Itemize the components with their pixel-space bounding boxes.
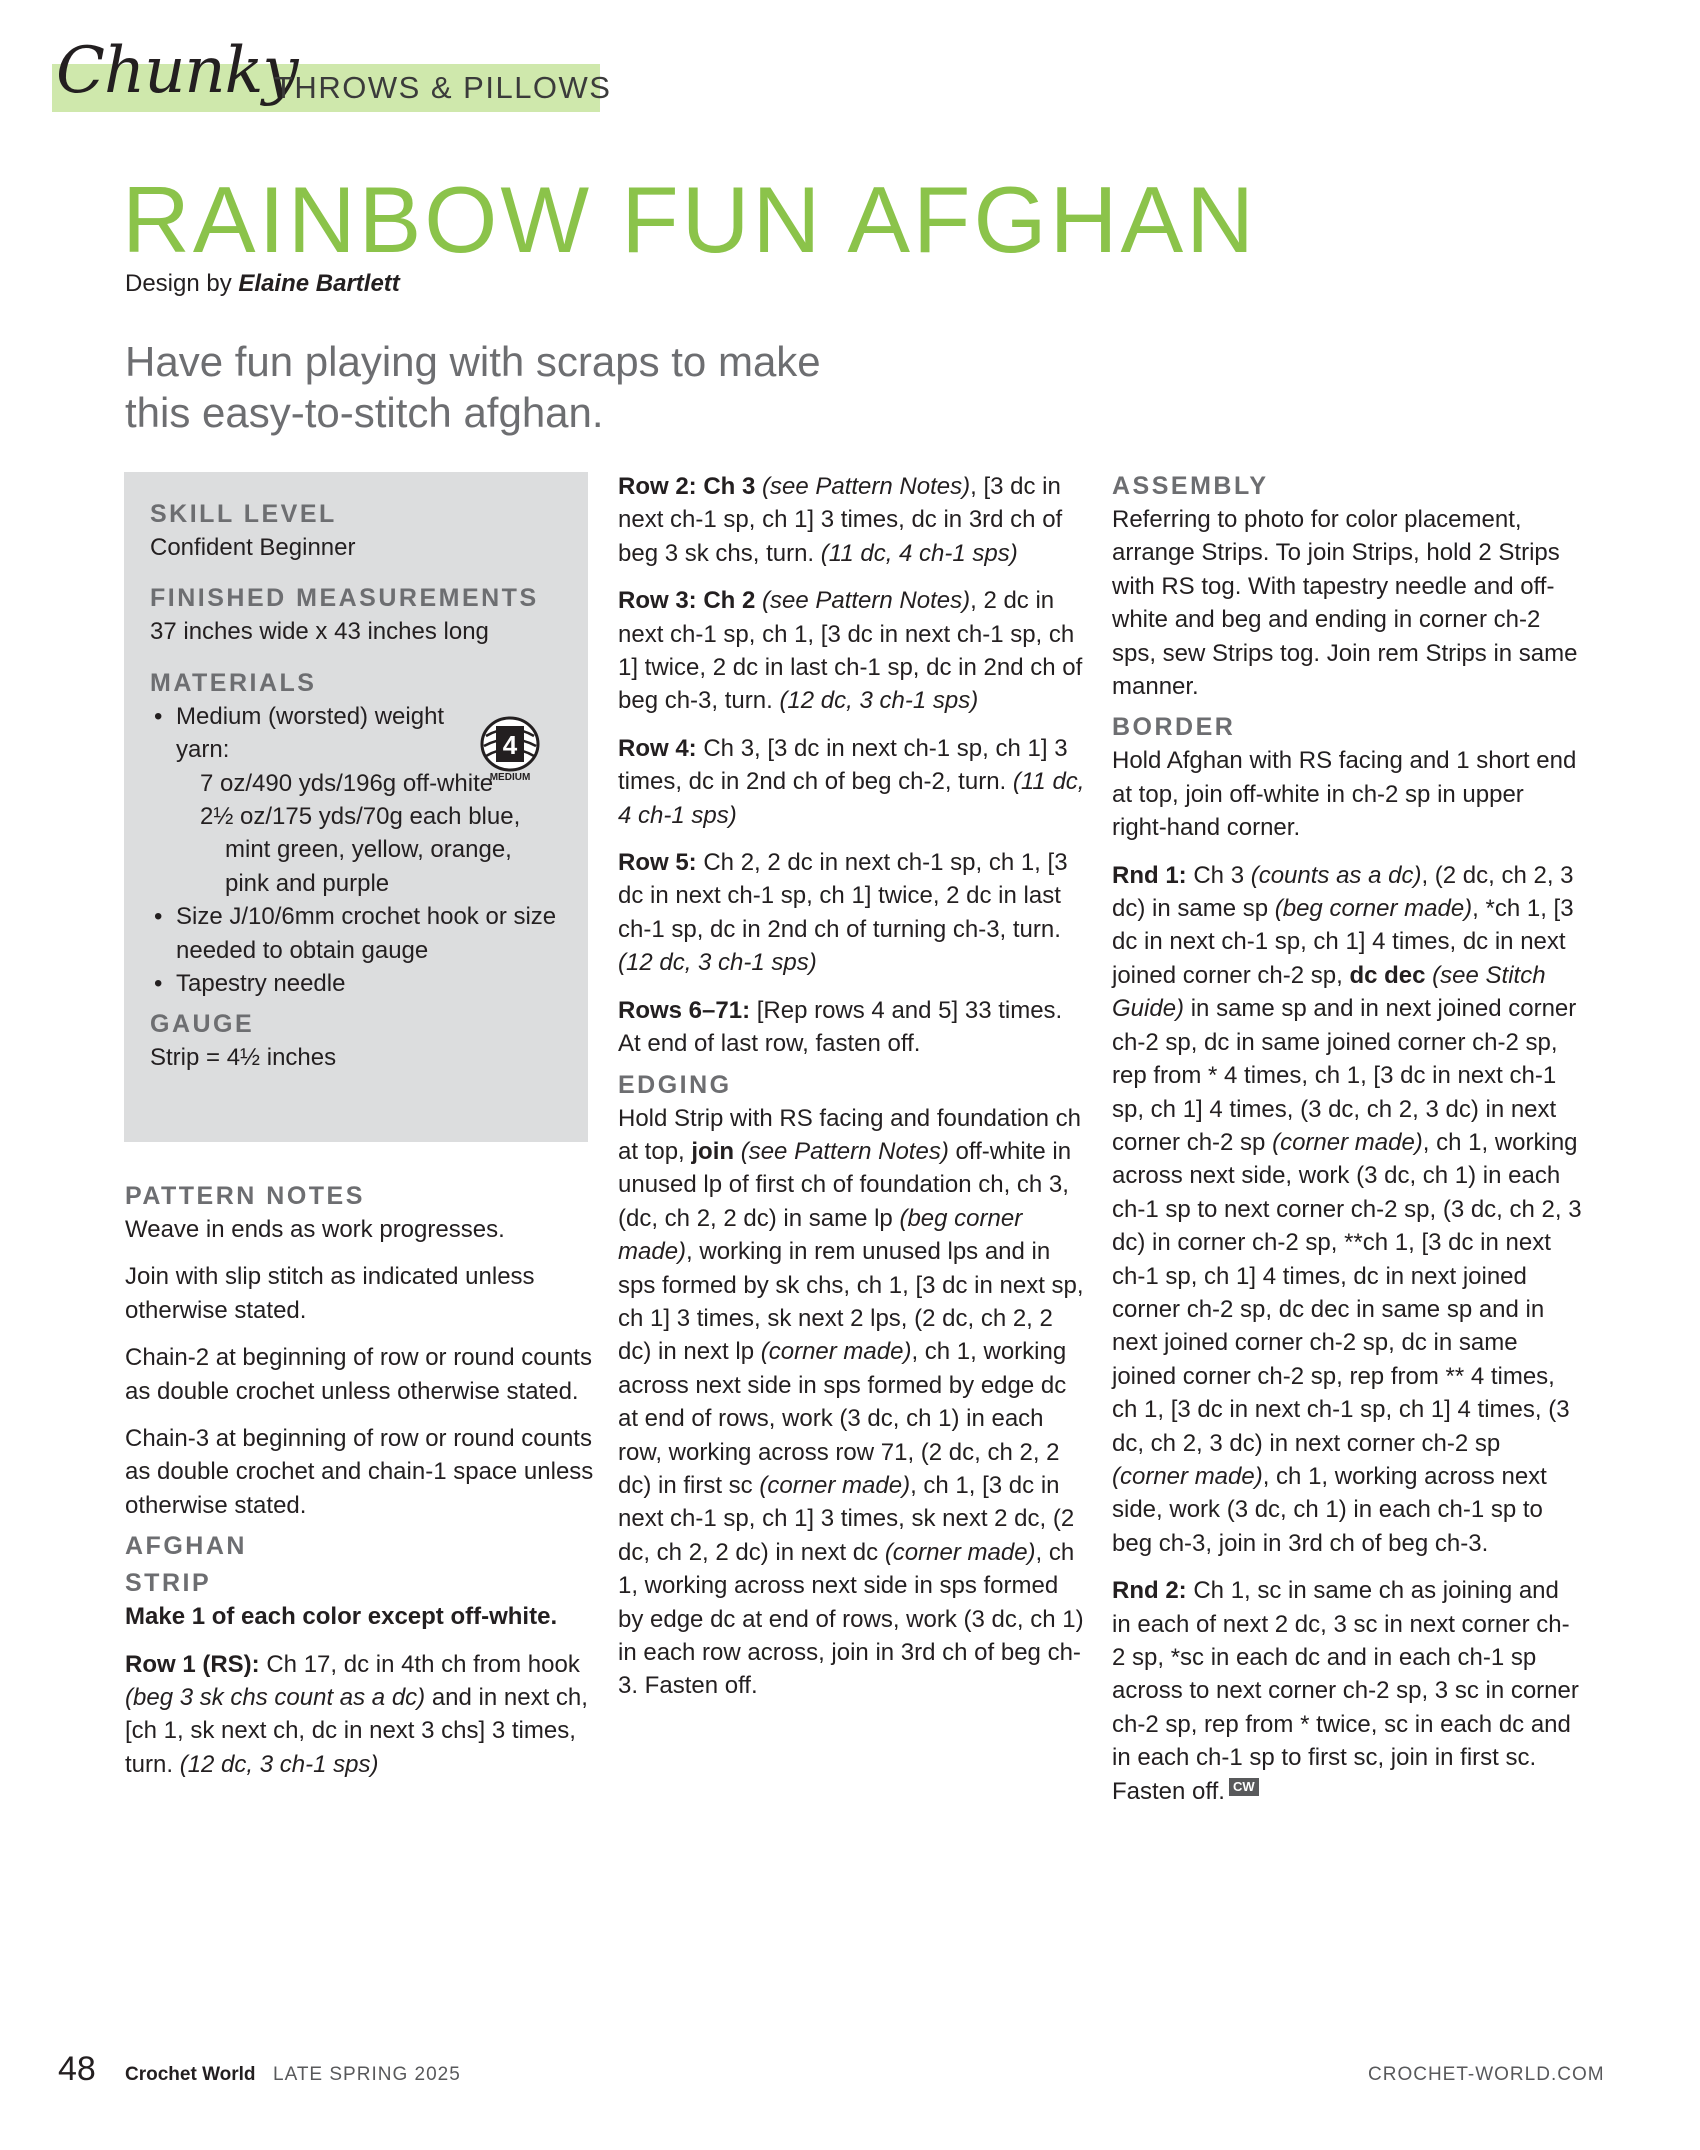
info-sidebar-content: SKILL LEVEL Confident Beginner FINISHED MEASUREMENTS 37 inches wide x 43 inches long MATERIALS • Medium (worsted) weight yarn: 7 oz/490 yds/196g off-white 2½ oz/175 yds/70g each blue, mint green, yellow, orange, pink and purple • Size J/10/6mm crochet hook or size needed to obtain gauge • Tapestry needle GAUGE Strip = 4½ inches (150, 498, 570, 1093)
gauge-heading: GAUGE (150, 1010, 255, 1039)
yarn-weight-label: MEDIUM (489, 772, 531, 783)
pattern-note: Join with slip stitch as indicated unless otherwise stated. (125, 1263, 535, 1324)
materials-heading: MATERIALS (150, 668, 317, 697)
rows-6-71-instruction: Rows 6–71: [Rep rows 4 and 5] 33 times. At end of last row, fasten off. (618, 996, 1063, 1058)
yarn-weight-medium-icon (478, 714, 542, 786)
section-label: THROWS & PILLOWS (274, 70, 612, 105)
gauge-value: Strip = 4½ inches (150, 1044, 337, 1072)
column-1 (125, 1180, 595, 1795)
finished-measurements-value: 37 inches wide x 43 inches long (150, 618, 489, 646)
pattern-note: Chain-3 at beginning of row or round counts as double crochet and chain-1 space unless otherwise stated. (125, 1425, 594, 1519)
border-heading: BORDER (1112, 713, 1236, 742)
assembly-heading: ASSEMBLY (1112, 472, 1269, 500)
column-2 (618, 470, 1088, 1717)
section-script-label: Chunky (56, 34, 298, 108)
page-number: 48 (58, 2050, 96, 2088)
row-2-instruction: Row 2: Ch 3 (see Pattern Notes), [3 dc in next ch-1 sp, ch 1] 3 times, dc in 3rd ch of beg 3 sk chs, turn. (11 dc, 4 ch-1 sps) (618, 473, 1063, 567)
column-3 (1112, 470, 1582, 1822)
row-4-instruction: Row 4: Ch 3, [3 dc in next ch-1 sp, ch 1] 3 times, dc in 2nd ch of beg ch-2, turn. (11 dc, 4 ch-1 sps) (618, 734, 1085, 829)
edging-heading: EDGING (618, 1070, 732, 1099)
designer-name: Elaine Bartlett (238, 270, 400, 297)
finished-measurements-heading: FINISHED MEASUREMENTS (150, 584, 539, 613)
strip-instruction: Make 1 of each color except off-white. (125, 1603, 558, 1631)
pattern-note: Weave in ends as work progresses. (125, 1216, 505, 1243)
skill-level-value: Confident Beginner (150, 534, 356, 561)
pattern-notes-heading: PATTERN NOTES (125, 1182, 365, 1210)
intro-text: Have fun playing with scraps to make this easy-to-stitch afghan. (125, 338, 821, 436)
row-1-instruction: Row 1 (RS): Ch 17, dc in 4th ch from hook (beg 3 sk chs count as a dc) and in next ch, [ch 1, sk next ch, dc in next 3 chs] 3 times, turn. (12 dc, 3 ch-1 sps) (125, 1650, 588, 1778)
border-instruction: Hold Afghan with RS facing and 1 short end at top, join off-white in ch-2 sp in upper right-hand corner. (1112, 747, 1577, 842)
yarn-weight-number: 4 (502, 730, 518, 760)
page-title: RAINBOW FUN AFGHAN (122, 167, 1258, 272)
pattern-note: Chain-2 at beginning of row or round counts as double crochet unless otherwise stated. (125, 1344, 592, 1405)
materials-item-needle: • Tapestry needle (150, 967, 570, 1000)
round-2-instruction: Rnd 2: Ch 1, sc in same ch as joining and in each of next 2 dc, 3 sc in next corner ch-2 sp, *sc in each dc and in each ch-1 sp across to next corner ch-2 sp, 3 sc in corner ch-2 sp, rep from * twice, sc in each dc and in each ch-1 sp to first sc, join in first sc. Fasten off. CW (1112, 1577, 1579, 1805)
row-3-instruction: Row 3: Ch 2 (see Pattern Notes), 2 dc in next ch-1 sp, ch 1, [3 dc in next ch-1 sp, ch 1] twice, 2 dc in last ch-1 sp, dc in 2nd ch of beg ch-3, turn. (12 dc, 3 ch-1 sps) (618, 587, 1083, 715)
strip-heading: STRIP (125, 1569, 212, 1598)
round-1-instruction: Rnd 1: Ch 3 (counts as a dc), (2 dc, ch 2, 3 dc) in same sp (beg corner made), *ch 1, [3 dc in next ch-1 sp, ch 1] 4 times, dc in next joined corner ch-2 sp, dc dec (see Stitch Guide) in same sp and in next joined corner ch-2 sp, dc in same joined corner ch-2 sp, rep from * 4 times, ch 1, [3 dc in next ch-1 sp, ch 1] 4 times, (3 dc, ch 2, 3 dc) in next corner ch-2 sp (corner made), ch 1, working across next side, work (3 dc, ch 1) in each ch-1 sp to next corner ch-2 sp, (3 dc, ch 2, 3 dc) in corner ch-2 sp, **ch 1, [3 dc in next ch-1 sp, ch 1] 4 times, dc in next joined corner ch-2 sp, dc dec in same sp and in next joined corner ch-2 sp, dc in same joined corner ch-2 sp, rep from ** 4 times, ch 1, [3 dc in next ch-1 sp, ch 1] 4 times, (3 dc, ch 2, 3 dc) in next corner ch-2 sp (corner made), ch 1, working across next side, work (3 dc, ch 1) in each ch-1 sp to beg ch-3, join in 3rd ch of beg ch-3. (1112, 861, 1582, 1557)
materials-item-hook: • Size J/10/6mm crochet hook or size needed to obtain gauge (150, 900, 570, 967)
issue-date: LATE SPRING 2025 (273, 2064, 461, 2085)
magazine-name: Crochet World (125, 2064, 256, 2085)
row-5-instruction: Row 5: Ch 2, 2 dc in next ch-1 sp, ch 1, [3 dc in next ch-1 sp, ch 1] twice, 2 dc in last ch-1 sp, dc in 2nd ch of turning ch-3, turn. (12 dc, 3 ch-1 sps) (618, 849, 1068, 977)
materials-item-yarn: • Medium (worsted) weight yarn: (150, 700, 570, 767)
website: CROCHET-WORLD.COM (1368, 2064, 1605, 2085)
skill-level-heading: SKILL LEVEL (150, 500, 337, 528)
designer-credit: Design by Elaine Bartlett (125, 270, 400, 297)
edging-instruction: Hold Strip with RS facing and foundation ch at top, join (see Pattern Notes) off-white in unused lp of first ch of foundation ch, ch 3, (dc, ch 2, 2 dc) in same lp (beg corner made), working in rem unused lps and in sps formed by sk chs, ch 1, [3 dc in next sp, ch 1] 3 times, sk next 2 lps, (2 dc, ch 2, 2 dc) in next lp (corner made), ch 1, working across next side in sps formed by edge dc at end of rows, work (3 dc, ch 1) in each row, working across row 71, (2 dc, ch 2, 2 dc) in first sc (corner made), ch 1, [3 dc in next ch-1 sp, ch 1] 3 times, sk next 2 dc, (2 dc, ch 2, 2 dc) in next dc (corner made), ch 1, working across next side in sps formed by edge dc at end of rows, work (3 dc, ch 1) in each row across, join in 3rd ch of beg ch-3. Fasten off. (618, 1104, 1084, 1700)
end-of-pattern-mark: CW (1229, 1778, 1259, 1796)
afghan-heading: AFGHAN (125, 1532, 247, 1561)
assembly-instruction: Referring to photo for color placement, arrange Strips. To join Strips, hold 2 Strips with RS tog. With tapestry needle and off-white and beg and ending in corner ch-2 sps, sew Strips tog. Join rem Strips in same manner. (1112, 506, 1578, 701)
